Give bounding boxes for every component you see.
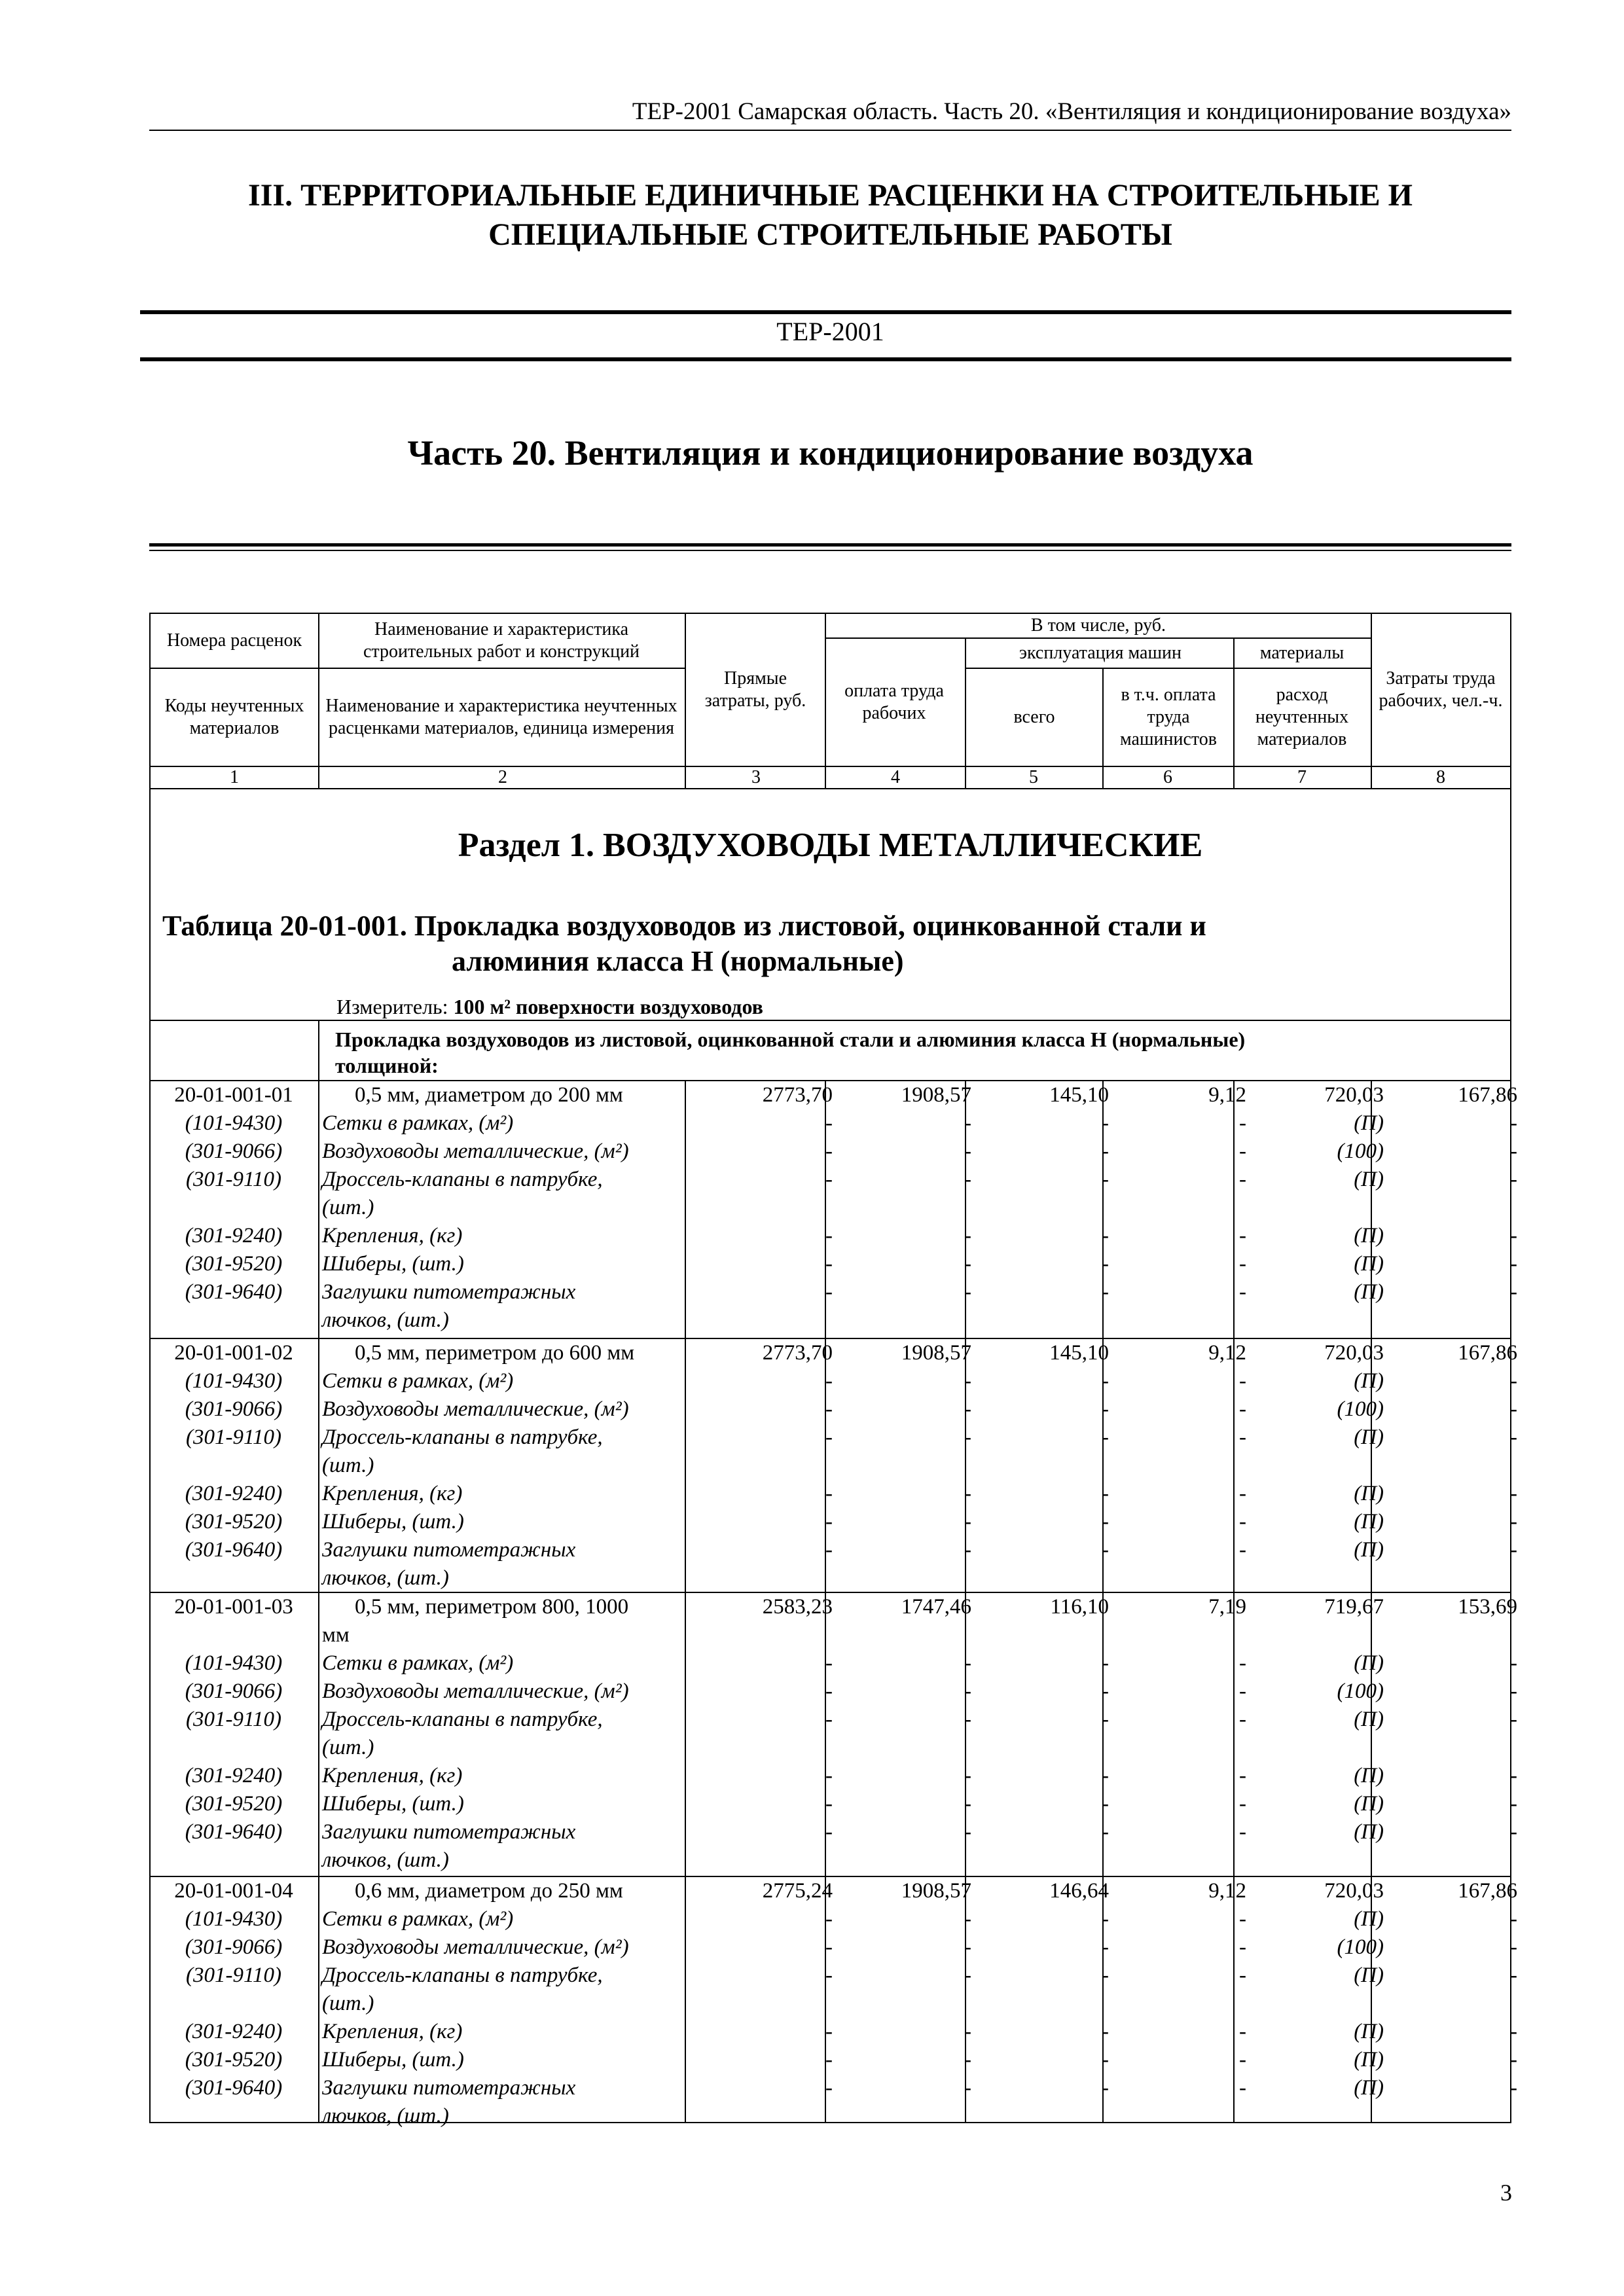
material-code: (101-9430) <box>185 1111 283 1135</box>
rate-code: 20-01-001-01 <box>174 1083 293 1107</box>
dash-cell: - <box>1102 1510 1109 1534</box>
ter-rule-bottom <box>140 357 1511 361</box>
dash-cell: - <box>1102 1397 1109 1421</box>
dash-cell: - <box>1510 1708 1517 1731</box>
hdr-col2-top: Наименование и характеристика строительных работ и конструкций <box>363 619 640 662</box>
hdr-col5: всего <box>1013 707 1055 727</box>
dash-cell: - <box>964 1426 971 1449</box>
dash-cell: - <box>1239 1679 1246 1703</box>
colnum-3: 3 <box>751 767 761 787</box>
material-qty: (100) <box>1337 1935 1384 1959</box>
material-qty: (П) <box>1354 1482 1384 1505</box>
dash-cell: - <box>825 1708 833 1731</box>
hdr-col8: Затраты труда рабочих, чел.-ч. <box>1379 668 1503 711</box>
hdr-col1-bottom: Коды неучтенных материалов <box>164 696 304 738</box>
dash-cell: - <box>1239 1764 1246 1787</box>
dash-cell: - <box>1510 1935 1517 1959</box>
value-c4: 1908,57 <box>901 1341 971 1365</box>
material-qty: (П) <box>1354 1907 1384 1931</box>
colnum-5: 5 <box>1029 767 1038 787</box>
dash-cell: - <box>964 1538 971 1562</box>
part-title-line1: III. ТЕРРИТОРИАЛЬНЫЕ ЕДИНИЧНЫЕ РАСЦЕНКИ НА СТРОИТЕЛЬНЫЕ И <box>248 178 1413 213</box>
dash-cell: - <box>825 1679 833 1703</box>
dash-cell: - <box>1239 1538 1246 1562</box>
colnum-6: 6 <box>1163 767 1172 787</box>
intro-line1: Прокладка воздуховодов из листовой, оцинкованной стали и алюминия класса Н (нормальные) <box>335 1028 1246 1051</box>
material-name-line2: лючков, (шт.) <box>322 1848 449 1872</box>
unit-line <box>336 994 763 1020</box>
material-code: (301-9640) <box>185 1538 283 1562</box>
dash-cell: - <box>964 1139 971 1163</box>
dash-cell: - <box>1102 1651 1109 1675</box>
unit-label: Измеритель: <box>336 995 448 1018</box>
material-code: (301-9240) <box>185 1764 283 1787</box>
dash-cell: - <box>964 1907 971 1931</box>
dash-cell: - <box>825 2076 833 2100</box>
dash-cell: - <box>825 1792 833 1816</box>
ter-label: ТЕР-2001 <box>776 317 884 346</box>
dash-cell: - <box>964 1369 971 1393</box>
dash-cell: - <box>1510 1252 1517 1276</box>
dash-cell: - <box>1239 1139 1246 1163</box>
value-c6: 7,19 <box>1208 1595 1246 1619</box>
dash-cell: - <box>1510 2076 1517 2100</box>
dash-cell: - <box>964 1482 971 1505</box>
dash-cell: - <box>1510 1820 1517 1844</box>
hdr-materials: материалы <box>1259 643 1344 663</box>
dash-cell: - <box>1239 1820 1246 1844</box>
dash-cell: - <box>964 1111 971 1135</box>
dash-cell: - <box>1239 1280 1246 1304</box>
dash-cell: - <box>1510 1679 1517 1703</box>
material-code: (301-9640) <box>185 1280 283 1304</box>
colnum-1: 1 <box>230 767 239 787</box>
dash-cell: - <box>964 2076 971 2100</box>
dash-cell: - <box>1102 1139 1109 1163</box>
table-title <box>162 908 1511 979</box>
part-title-line2: СПЕЦИАЛЬНЫЕ СТРОИТЕЛЬНЫЕ РАБОТЫ <box>488 217 1172 252</box>
dash-cell: - <box>825 1538 833 1562</box>
dash-cell: - <box>964 1764 971 1787</box>
value-c7: 720,03 <box>1324 1879 1384 1903</box>
dash-cell: - <box>1102 1369 1109 1393</box>
dash-cell: - <box>1510 1764 1517 1787</box>
material-name: Сетки в рамках, (м²) <box>322 1907 514 1931</box>
rate-code: 20-01-001-03 <box>174 1595 293 1619</box>
hdr-col7: расход неучтенных материалов <box>1255 685 1349 749</box>
value-c3: 2773,70 <box>762 1341 833 1365</box>
material-code: (301-9640) <box>185 2076 283 2100</box>
dash-cell: - <box>825 1168 833 1191</box>
dash-cell: - <box>825 1426 833 1449</box>
material-code: (101-9430) <box>185 1907 283 1931</box>
material-qty: (П) <box>1354 1111 1384 1135</box>
dash-cell: - <box>825 1139 833 1163</box>
dash-cell: - <box>1102 1224 1109 1247</box>
material-name: Крепления, (кг) <box>322 1224 463 1247</box>
dash-cell: - <box>1239 1935 1246 1959</box>
value-c5: 145,10 <box>1049 1083 1109 1107</box>
material-qty: (П) <box>1354 1252 1384 1276</box>
material-name: Сетки в рамках, (м²) <box>322 1111 514 1135</box>
material-code: (301-9066) <box>185 1139 283 1163</box>
table-title-line1: Таблица 20-01-001. Прокладка воздуховодов из листовой, оцинкованной стали и <box>162 910 1206 942</box>
rate-code: 20-01-001-04 <box>174 1879 293 1903</box>
material-qty: (П) <box>1354 1510 1384 1534</box>
dash-cell: - <box>825 1397 833 1421</box>
material-name: Воздуховоды металлические, (м²) <box>322 1679 629 1703</box>
value-c8: 167,86 <box>1458 1083 1517 1107</box>
dash-cell: - <box>825 1482 833 1505</box>
material-code: (301-9520) <box>185 1252 283 1276</box>
material-qty: (П) <box>1354 1964 1384 1987</box>
material-code: (301-9240) <box>185 1482 283 1505</box>
ter-rule-top <box>140 310 1511 314</box>
dash-cell: - <box>1239 1426 1246 1449</box>
chapter-rule-thick <box>149 543 1511 547</box>
dash-cell: - <box>825 1820 833 1844</box>
material-name: Шиберы, (шт.) <box>322 2048 464 2072</box>
dash-cell: - <box>1102 1708 1109 1731</box>
dash-cell: - <box>1102 1111 1109 1135</box>
material-qty: (П) <box>1354 1426 1384 1449</box>
dash-cell: - <box>1510 1907 1517 1931</box>
dash-cell: - <box>1102 1538 1109 1562</box>
material-code: (301-9066) <box>185 1679 283 1703</box>
dash-cell: - <box>964 1224 971 1247</box>
unit-value: 100 м² поверхности воздуховодов <box>453 995 763 1018</box>
dash-cell: - <box>1239 1252 1246 1276</box>
material-qty: (П) <box>1354 1764 1384 1787</box>
dash-cell: - <box>1102 1168 1109 1191</box>
value-c8: 153,69 <box>1458 1595 1517 1619</box>
dash-cell: - <box>1102 1820 1109 1844</box>
dash-cell: - <box>964 1679 971 1703</box>
material-name: Крепления, (кг) <box>322 2020 463 2043</box>
material-name-line2: лючков, (шт.) <box>322 2104 449 2128</box>
rate-name-line1: 0,5 мм, периметром 800, 1000 <box>355 1595 629 1619</box>
material-name-line2: (шт.) <box>322 1454 374 1477</box>
material-name-line2: (шт.) <box>322 1196 374 1219</box>
material-name: Воздуховоды металлические, (м²) <box>322 1935 629 1959</box>
material-code: (101-9430) <box>185 1369 283 1393</box>
material-name: Крепления, (кг) <box>322 1482 463 1505</box>
material-name-line1: Заглушки питометражных <box>322 1538 576 1562</box>
dash-cell: - <box>1239 1111 1246 1135</box>
value-c4: 1908,57 <box>901 1083 971 1107</box>
material-name-line1: Дроссель-клапаны в патрубке, <box>322 1168 603 1191</box>
running-header: ТЕР-2001 Самарская область. Часть 20. «Вентиляция и кондиционирование воздуха» <box>632 98 1511 125</box>
dash-cell: - <box>1239 1964 1246 1987</box>
dash-cell: - <box>1239 1168 1246 1191</box>
dash-cell: - <box>825 1369 833 1393</box>
header-rule <box>149 130 1511 131</box>
value-c5: 146,64 <box>1049 1879 1109 1903</box>
dash-cell: - <box>1239 2048 1246 2072</box>
dash-cell: - <box>1239 2076 1246 2100</box>
value-c7: 720,03 <box>1324 1083 1384 1107</box>
material-qty: (П) <box>1354 1224 1384 1247</box>
dash-cell: - <box>1510 1280 1517 1304</box>
value-c5: 116,10 <box>1050 1595 1109 1619</box>
material-code: (301-9240) <box>185 1224 283 1247</box>
rate-code: 20-01-001-02 <box>174 1341 293 1365</box>
dash-cell: - <box>1510 1651 1517 1675</box>
dash-cell: - <box>1510 1139 1517 1163</box>
dash-cell: - <box>964 1792 971 1816</box>
dash-cell: - <box>1102 1679 1109 1703</box>
dash-cell: - <box>825 1651 833 1675</box>
value-c3: 2583,23 <box>762 1595 833 1619</box>
material-code: (301-9640) <box>185 1820 283 1844</box>
dash-cell: - <box>825 1280 833 1304</box>
material-name: Шиберы, (шт.) <box>322 1510 464 1534</box>
dash-cell: - <box>964 1397 971 1421</box>
hdr-col3: Прямые затраты, руб. <box>704 668 806 711</box>
material-qty: (П) <box>1354 1708 1384 1731</box>
value-c4: 1908,57 <box>901 1879 971 1903</box>
dash-cell: - <box>1510 1369 1517 1393</box>
dash-cell: - <box>825 1935 833 1959</box>
dash-cell: - <box>1239 1369 1246 1393</box>
dash-cell: - <box>964 1964 971 1987</box>
page-number: 3 <box>1500 2179 1512 2206</box>
dash-cell: - <box>825 1907 833 1931</box>
dash-cell: - <box>1239 1651 1246 1675</box>
value-c4: 1747,46 <box>901 1595 971 1619</box>
material-code: (301-9110) <box>185 1168 282 1191</box>
dash-cell: - <box>1102 1792 1109 1816</box>
colnum-8: 8 <box>1436 767 1445 787</box>
dash-cell: - <box>1102 1482 1109 1505</box>
material-name-line2: (шт.) <box>322 1736 374 1759</box>
dash-cell: - <box>1239 1907 1246 1931</box>
hdr-machines: эксплуатация машин <box>1019 643 1182 663</box>
material-code: (301-9520) <box>185 1510 283 1534</box>
material-name-line1: Заглушки питометражных <box>322 1280 576 1304</box>
dash-cell: - <box>1510 1538 1517 1562</box>
dash-cell: - <box>825 1224 833 1247</box>
chapter-title: Часть 20. Вентиляция и кондиционирование воздуха <box>407 433 1254 473</box>
dash-cell: - <box>1510 1792 1517 1816</box>
dash-cell: - <box>1510 2020 1517 2043</box>
material-name-line1: Дроссель-клапаны в патрубке, <box>322 1964 603 1987</box>
value-c6: 9,12 <box>1208 1083 1246 1107</box>
dash-cell: - <box>964 1510 971 1534</box>
dash-cell: - <box>1510 1111 1517 1135</box>
dash-cell: - <box>1102 1935 1109 1959</box>
material-qty: (П) <box>1354 1280 1384 1304</box>
dash-cell: - <box>1239 1792 1246 1816</box>
material-code: (301-9110) <box>185 1426 282 1449</box>
intro-line2: толщиной: <box>335 1054 439 1077</box>
table-title-line2: алюминия класса Н (нормальные) <box>452 945 904 977</box>
dash-cell: - <box>1102 2076 1109 2100</box>
colnum-2: 2 <box>498 767 507 787</box>
dash-cell: - <box>964 2020 971 2043</box>
rate-name: 0,6 мм, диаметром до 250 мм <box>355 1879 623 1903</box>
value-c7: 719,67 <box>1324 1595 1384 1619</box>
hdr-col6: в т.ч. оплата труда машинистов <box>1120 685 1217 749</box>
dash-cell: - <box>825 1252 833 1276</box>
material-name-line1: Заглушки питометражных <box>322 1820 576 1844</box>
material-name: Сетки в рамках, (м²) <box>322 1651 514 1675</box>
material-name: Шиберы, (шт.) <box>322 1792 464 1816</box>
dash-cell: - <box>825 2048 833 2072</box>
dash-cell: - <box>964 1935 971 1959</box>
material-qty: (П) <box>1354 1820 1384 1844</box>
material-code: (301-9110) <box>185 1964 282 1987</box>
material-qty: (П) <box>1354 1792 1384 1816</box>
material-name-line1: Дроссель-клапаны в патрубке, <box>322 1708 603 1731</box>
colnum-4: 4 <box>891 767 900 787</box>
material-code: (301-9066) <box>185 1397 283 1421</box>
chapter-rule-thin <box>149 550 1511 551</box>
material-code: (301-9066) <box>185 1935 283 1959</box>
material-qty: (100) <box>1337 1679 1384 1703</box>
rate-name-line2: мм <box>322 1623 350 1647</box>
material-name-line2: лючков, (шт.) <box>322 1566 449 1590</box>
dash-cell: - <box>1102 1907 1109 1931</box>
hdr-col2-bottom: Наименование и характеристика неучтенных расценками материалов, единица измерения <box>325 696 677 738</box>
material-name: Воздуховоды металлические, (м²) <box>322 1397 629 1421</box>
material-name-line1: Дроссель-клапаны в патрубке, <box>322 1426 603 1449</box>
dash-cell: - <box>825 1510 833 1534</box>
dash-cell: - <box>1510 1224 1517 1247</box>
colnum-7: 7 <box>1297 767 1307 787</box>
dash-cell: - <box>1102 2048 1109 2072</box>
dash-cell: - <box>1239 1708 1246 1731</box>
section-title: Раздел 1. ВОЗДУХОВОДЫ МЕТАЛЛИЧЕСКИЕ <box>458 827 1203 864</box>
dash-cell: - <box>825 1111 833 1135</box>
material-qty: (П) <box>1354 1538 1384 1562</box>
dash-cell: - <box>825 1764 833 1787</box>
dash-cell: - <box>825 1964 833 1987</box>
dash-cell: - <box>1102 2020 1109 2043</box>
value-c8: 167,86 <box>1458 1879 1517 1903</box>
dash-cell: - <box>1102 1252 1109 1276</box>
material-name-line2: (шт.) <box>322 1992 374 2015</box>
dash-cell: - <box>1239 1397 1246 1421</box>
dash-cell: - <box>1239 2020 1246 2043</box>
value-c7: 720,03 <box>1324 1341 1384 1365</box>
material-qty: (П) <box>1354 2048 1384 2072</box>
intro-text <box>335 1026 1500 1079</box>
dash-cell: - <box>1102 1280 1109 1304</box>
material-qty: (П) <box>1354 2020 1384 2043</box>
dash-cell: - <box>964 1708 971 1731</box>
material-qty: (100) <box>1337 1397 1384 1421</box>
dash-cell: - <box>964 1252 971 1276</box>
dash-cell: - <box>1510 1168 1517 1191</box>
value-c6: 9,12 <box>1208 1879 1246 1903</box>
dash-cell: - <box>1510 1510 1517 1534</box>
material-qty: (П) <box>1354 1651 1384 1675</box>
material-name-line1: Заглушки питометражных <box>322 2076 576 2100</box>
dash-cell: - <box>964 2048 971 2072</box>
value-c6: 9,12 <box>1208 1341 1246 1365</box>
dash-cell: - <box>1510 1482 1517 1505</box>
dash-cell: - <box>1102 1764 1109 1787</box>
value-c3: 2775,24 <box>762 1879 833 1903</box>
material-code: (301-9520) <box>185 1792 283 1816</box>
material-qty: (100) <box>1337 1139 1384 1163</box>
material-name: Воздуховоды металлические, (м²) <box>322 1139 629 1163</box>
value-c5: 145,10 <box>1049 1341 1109 1365</box>
dash-cell: - <box>1510 1964 1517 1987</box>
rate-name: 0,5 мм, периметром до 600 мм <box>355 1341 635 1365</box>
dash-cell: - <box>964 1820 971 1844</box>
dash-cell: - <box>964 1651 971 1675</box>
material-code: (301-9520) <box>185 2048 283 2072</box>
dash-cell: - <box>1239 1224 1246 1247</box>
hdr-col4: оплата труда рабочих <box>844 681 944 723</box>
dash-cell: - <box>1510 1397 1517 1421</box>
dash-cell: - <box>1239 1482 1246 1505</box>
material-qty: (П) <box>1354 1168 1384 1191</box>
dash-cell: - <box>1102 1426 1109 1449</box>
dash-cell: - <box>825 2020 833 2043</box>
rate-name: 0,5 мм, диаметром до 200 мм <box>355 1083 623 1107</box>
dash-cell: - <box>964 1168 971 1191</box>
dash-cell: - <box>964 1280 971 1304</box>
dash-cell: - <box>1239 1510 1246 1534</box>
material-code: (101-9430) <box>185 1651 283 1675</box>
material-name: Крепления, (кг) <box>322 1764 463 1787</box>
dash-cell: - <box>1102 1964 1109 1987</box>
material-code: (301-9240) <box>185 2020 283 2043</box>
hdr-col1-top: Номера расценок <box>166 630 302 651</box>
dash-cell: - <box>1510 1426 1517 1449</box>
material-qty: (П) <box>1354 1369 1384 1393</box>
material-name-line2: лючков, (шт.) <box>322 1308 449 1332</box>
material-name: Шиберы, (шт.) <box>322 1252 464 1276</box>
value-c3: 2773,70 <box>762 1083 833 1107</box>
hdr-incl: В том числе, руб. <box>1030 615 1166 636</box>
material-qty: (П) <box>1354 2076 1384 2100</box>
material-code: (301-9110) <box>185 1708 282 1731</box>
dash-cell: - <box>1510 2048 1517 2072</box>
material-name: Сетки в рамках, (м²) <box>322 1369 514 1393</box>
value-c8: 167,86 <box>1458 1341 1517 1365</box>
